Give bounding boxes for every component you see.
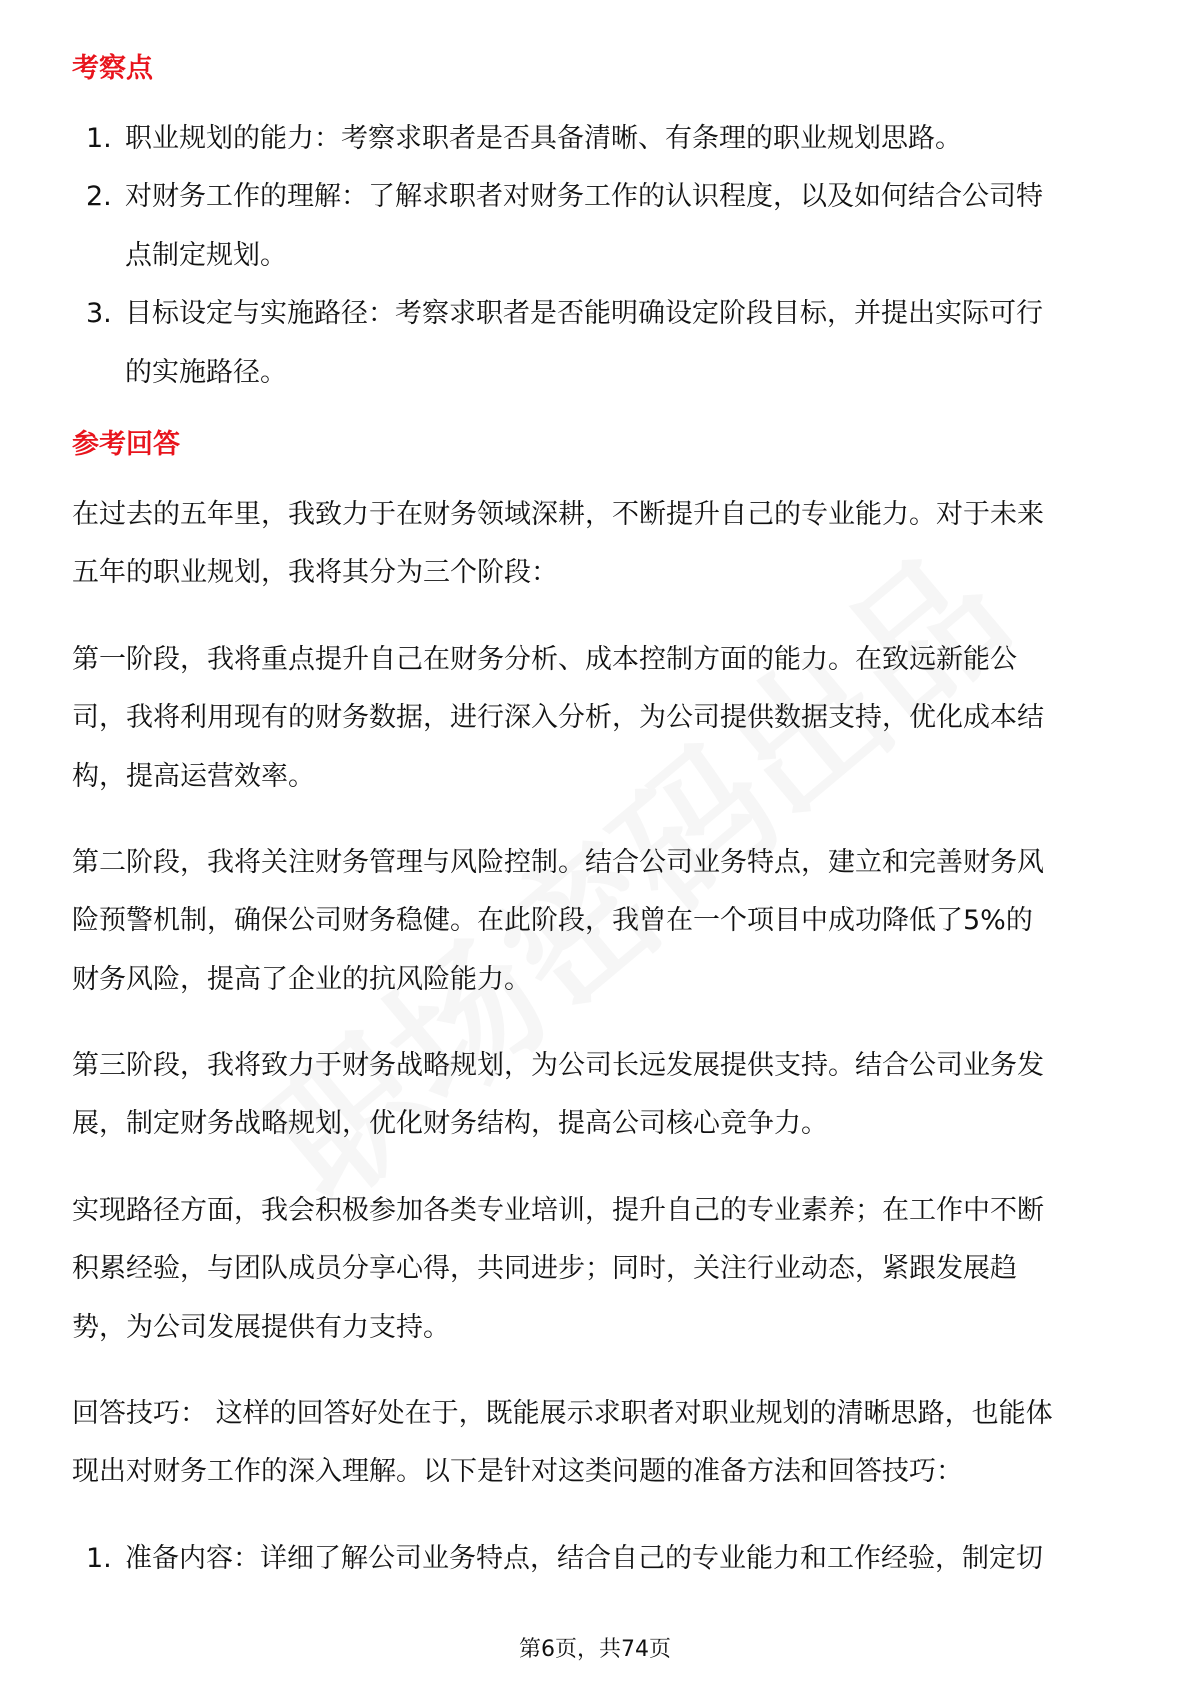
text-line: 险预警机制，确保公司财务稳健。在此阶段，我曾在一个项目中成功降低了5%的 <box>72 905 1033 937</box>
text-line: 第三阶段，我将致力于财务战略规划，为公司长远发展提供支持。结合公司业务发 <box>72 1050 1044 1082</box>
tips-list <box>72 1530 1152 1588</box>
text-line: 五年的职业规划，我将其分为三个阶段： <box>72 557 558 589</box>
text-line: 点制定规划。 <box>125 239 287 271</box>
text-line: 第二阶段，我将关注财务管理与风险控制。结合公司业务特点，建立和完善财务风 <box>72 846 1044 878</box>
page-number: 第6页，共74页 <box>519 1637 671 1662</box>
list-number: 2. <box>86 181 112 213</box>
list-number: 1. <box>86 123 112 154</box>
list-item <box>72 110 1152 168</box>
list-item <box>72 1530 1152 1588</box>
text-line: 现出对财务工作的深入理解。以下是针对这类问题的准备方法和回答技巧： <box>72 1456 963 1488</box>
text-line: 展，制定财务战略规划，优化财务结构，提高公司核心竞争力。 <box>72 1108 828 1140</box>
paragraph <box>72 834 1152 1009</box>
list-number: 1. <box>86 1542 112 1574</box>
list-item <box>72 168 1152 285</box>
list-number: 3. <box>86 298 112 330</box>
list-item <box>72 285 1152 402</box>
text-line: 司，我将利用现有的财务数据，进行深入分析，为公司提供数据支持，优化成本结 <box>72 702 1044 734</box>
section-heading-reference-answer: 参考回答 <box>72 428 180 460</box>
text-line: 积累经验，与团队成员分享心得，共同进步；同时，关注行业动态，紧跟发展趋 <box>72 1253 1017 1285</box>
text-line: 势，为公司发展提供有力支持。 <box>72 1311 450 1343</box>
text-line: 准备内容：详细了解公司业务特点，结合自己的专业能力和工作经验，制定切 <box>125 1542 1043 1574</box>
reference-answer-body <box>72 486 1152 1502</box>
paragraph <box>72 1385 1152 1502</box>
text-line: 职业规划的能力：考察求职者是否具备清晰、有条理的职业规划思路。 <box>125 123 962 154</box>
paragraph <box>72 1182 1152 1357</box>
section-heading-assessment-points: 考察点 <box>72 53 153 84</box>
text-line: 的实施路径。 <box>125 356 287 388</box>
text-line: 回答技巧： 这样的回答好处在于，既能展示求职者对职业规划的清晰思路，也能体 <box>72 1398 1053 1430</box>
text-line: 对财务工作的理解：了解求职者对财务工作的认识程度，以及如何结合公司特 <box>125 181 1043 213</box>
text-line: 实现路径方面，我会积极参加各类专业培训，提升自己的专业素养；在工作中不断 <box>72 1194 1044 1226</box>
text-line: 第一阶段，我将重点提升自己在财务分析、成本控制方面的能力。在致远新能公 <box>72 643 1017 675</box>
paragraph <box>72 1037 1152 1154</box>
paragraph <box>72 486 1152 603</box>
paragraph <box>72 631 1152 806</box>
text-line: 财务风险，提高了企业的抗风险能力。 <box>72 963 531 995</box>
text-line: 在过去的五年里，我致力于在财务领域深耕，不断提升自己的专业能力。对于未来 <box>72 498 1044 530</box>
assessment-points-list <box>72 110 1152 402</box>
text-line: 构，提高运营效率。 <box>72 760 315 792</box>
document-page <box>72 40 1152 1602</box>
text-line: 目标设定与实施路径：考察求职者是否能明确设定阶段目标，并提出实际可行 <box>125 298 1043 330</box>
